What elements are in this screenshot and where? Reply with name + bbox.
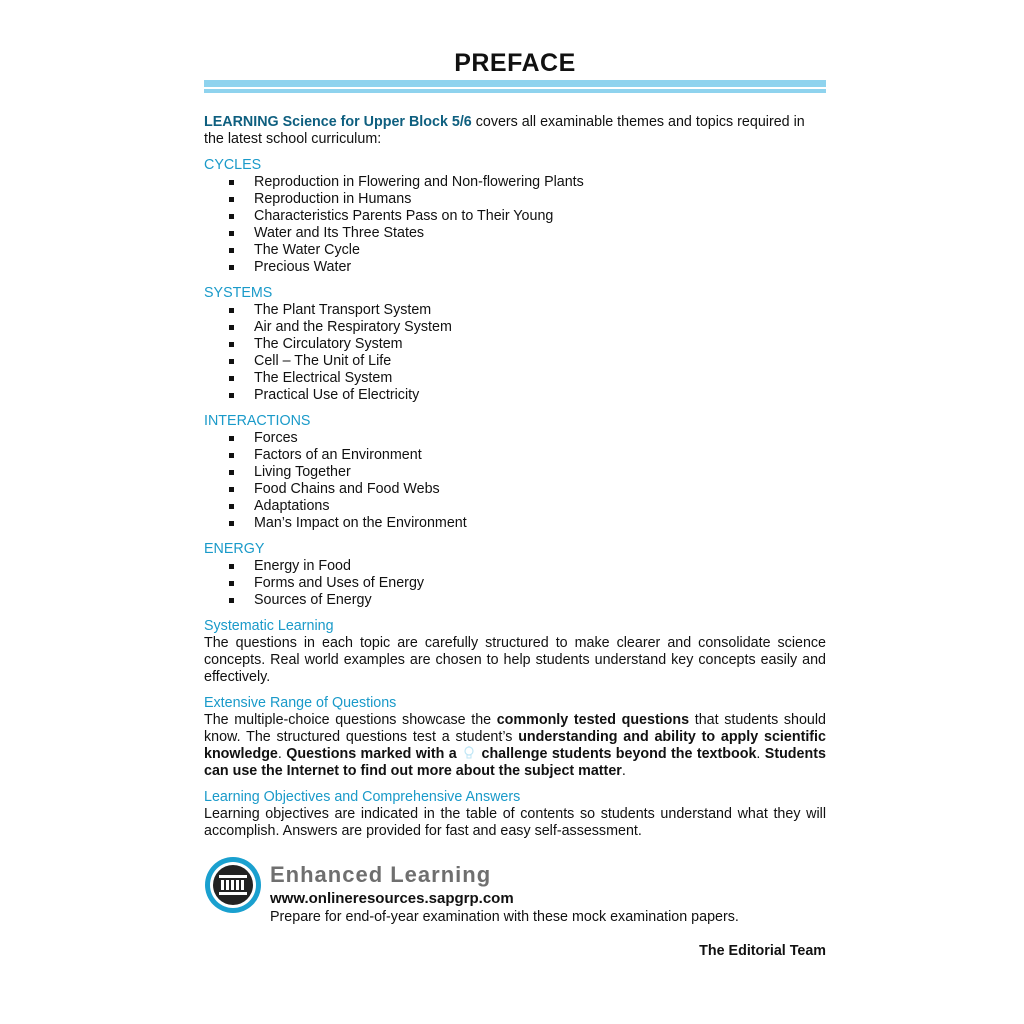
bullet-icon — [229, 598, 234, 603]
bullet-icon — [229, 214, 234, 219]
topic-label: Reproduction in Humans — [254, 191, 412, 207]
enhanced-learning-block — [204, 856, 826, 925]
topic-item — [226, 481, 826, 498]
theme-heading: CYCLES — [204, 157, 262, 173]
topic-item — [226, 515, 826, 532]
page-title: PREFACE — [454, 49, 576, 77]
topic-label: Food Chains and Food Webs — [254, 481, 440, 497]
theme-heading: ENERGY — [204, 541, 265, 557]
enhanced-learning-description: Prepare for end-of-year examination with these mock examination papers. — [270, 909, 739, 925]
topic-label: The Plant Transport System — [254, 302, 432, 318]
signoff: The Editorial Team — [699, 943, 826, 959]
topic-item — [226, 447, 826, 464]
topic-label: Energy in Food — [254, 558, 351, 574]
topic-item — [226, 174, 826, 191]
bullet-icon — [229, 376, 234, 381]
topic-label: Adaptations — [254, 498, 330, 514]
extensive-text-4: . — [756, 746, 765, 762]
topic-label: Precious Water — [254, 259, 352, 275]
topic-label: Living Together — [254, 464, 351, 480]
bullet-icon — [229, 265, 234, 270]
topic-item — [226, 353, 826, 370]
topic-label: The Water Cycle — [254, 242, 360, 258]
extensive-bold-3: Questions marked with a — [286, 746, 457, 762]
bullet-icon — [229, 197, 234, 202]
bullet-icon — [229, 393, 234, 398]
topic-item — [226, 242, 826, 259]
systematic-text: The questions in each topic are carefully structured to make clearer and consolidate science concepts. Real world examples are chosen to help students understand key concepts easily and effectively. — [204, 635, 826, 685]
bullet-icon — [229, 564, 234, 569]
bullet-icon — [229, 470, 234, 475]
topic-item — [226, 387, 826, 404]
bullet-icon — [229, 180, 234, 185]
extensive-text — [204, 712, 826, 780]
rule-bar-thin — [204, 89, 826, 93]
topic-label: Forces — [254, 430, 298, 446]
bullet-icon — [229, 308, 234, 313]
topic-list — [204, 302, 826, 404]
extensive-text-3: . — [277, 746, 287, 762]
topic-item — [226, 370, 826, 387]
topic-item — [226, 498, 826, 515]
bullet-icon — [229, 359, 234, 364]
bullet-icon — [229, 342, 234, 347]
topic-list — [204, 558, 826, 609]
bullet-icon — [229, 521, 234, 526]
bullet-icon — [229, 581, 234, 586]
bullet-icon — [229, 504, 234, 509]
topic-item — [226, 319, 826, 336]
bullet-icon — [229, 487, 234, 492]
topic-label: Water and Its Three States — [254, 225, 425, 241]
topic-label: Practical Use of Electricity — [254, 387, 420, 403]
topic-label: The Circulatory System — [254, 336, 403, 352]
topic-label: Cell – The Unit of Life — [254, 353, 392, 369]
topic-label: Forms and Uses of Energy — [254, 575, 425, 591]
lightbulb-icon — [463, 746, 475, 760]
topic-label: Man’s Impact on the Environment — [254, 515, 467, 531]
objectives-text: Learning objectives are indicated in the table of contents so students understand what they will accomplish. Answers are provided for fast and easy self-assessment. — [204, 806, 826, 839]
preface-page — [204, 48, 826, 840]
topic-item — [226, 208, 826, 225]
enhanced-learning-logo-icon — [204, 856, 262, 914]
bullet-icon — [229, 325, 234, 330]
extensive-bold-5: Students can use the Internet to find out more about the subject matter — [204, 746, 826, 779]
topic-item — [226, 302, 826, 319]
extensive-bold-1: commonly tested questions — [496, 712, 690, 728]
topic-label: Characteristics Parents Pass on to Their Young — [254, 208, 554, 224]
extensive-text-2: that students should know. The structured questions test a student’s — [204, 712, 826, 745]
topic-item — [226, 259, 826, 276]
topic-label: Sources of Energy — [254, 592, 372, 608]
topic-item — [226, 191, 826, 208]
systematic-heading: Systematic Learning — [204, 618, 334, 634]
topic-label: Factors of an Environment — [254, 447, 422, 463]
title-rule — [204, 80, 826, 94]
bullet-icon — [229, 231, 234, 236]
topic-item — [226, 336, 826, 353]
extensive-text-1: The multiple-choice questions showcase the — [204, 712, 497, 728]
theme-heading: INTERACTIONS — [204, 413, 311, 429]
topic-list — [204, 174, 826, 276]
topic-label: Reproduction in Flowering and Non-flowering Plants — [254, 174, 584, 190]
rule-bar-thick — [204, 80, 826, 87]
topic-item — [226, 558, 826, 575]
extensive-bold-4: challenge students beyond the textbook — [481, 746, 757, 762]
extensive-bold-2: understanding and ability to apply scientific knowledge — [204, 729, 826, 762]
intro-text: covers all examinable themes and topics required in the latest school curriculum: — [204, 114, 805, 147]
topic-item — [226, 430, 826, 447]
enhanced-learning-title: Enhanced Learning — [270, 862, 492, 887]
topic-label: Air and the Respiratory System — [254, 319, 452, 335]
themes-list — [204, 157, 826, 609]
objectives-heading: Learning Objectives and Comprehensive Answers — [204, 789, 521, 805]
topic-item — [226, 592, 826, 609]
topic-item — [226, 575, 826, 592]
bullet-icon — [229, 453, 234, 458]
topic-item — [226, 225, 826, 242]
bullet-icon — [229, 436, 234, 441]
extensive-heading: Extensive Range of Questions — [204, 695, 397, 711]
book-title: LEARNING Science for Upper Block 5/6 — [204, 114, 472, 130]
extensive-text-5: . — [621, 763, 626, 779]
topic-item — [226, 464, 826, 481]
intro-paragraph — [204, 114, 826, 148]
topic-list — [204, 430, 826, 532]
topic-label: The Electrical System — [254, 370, 393, 386]
bullet-icon — [229, 248, 234, 253]
resources-url[interactable]: www.onlineresources.sapgrp.com — [270, 890, 514, 907]
theme-heading: SYSTEMS — [204, 285, 273, 301]
